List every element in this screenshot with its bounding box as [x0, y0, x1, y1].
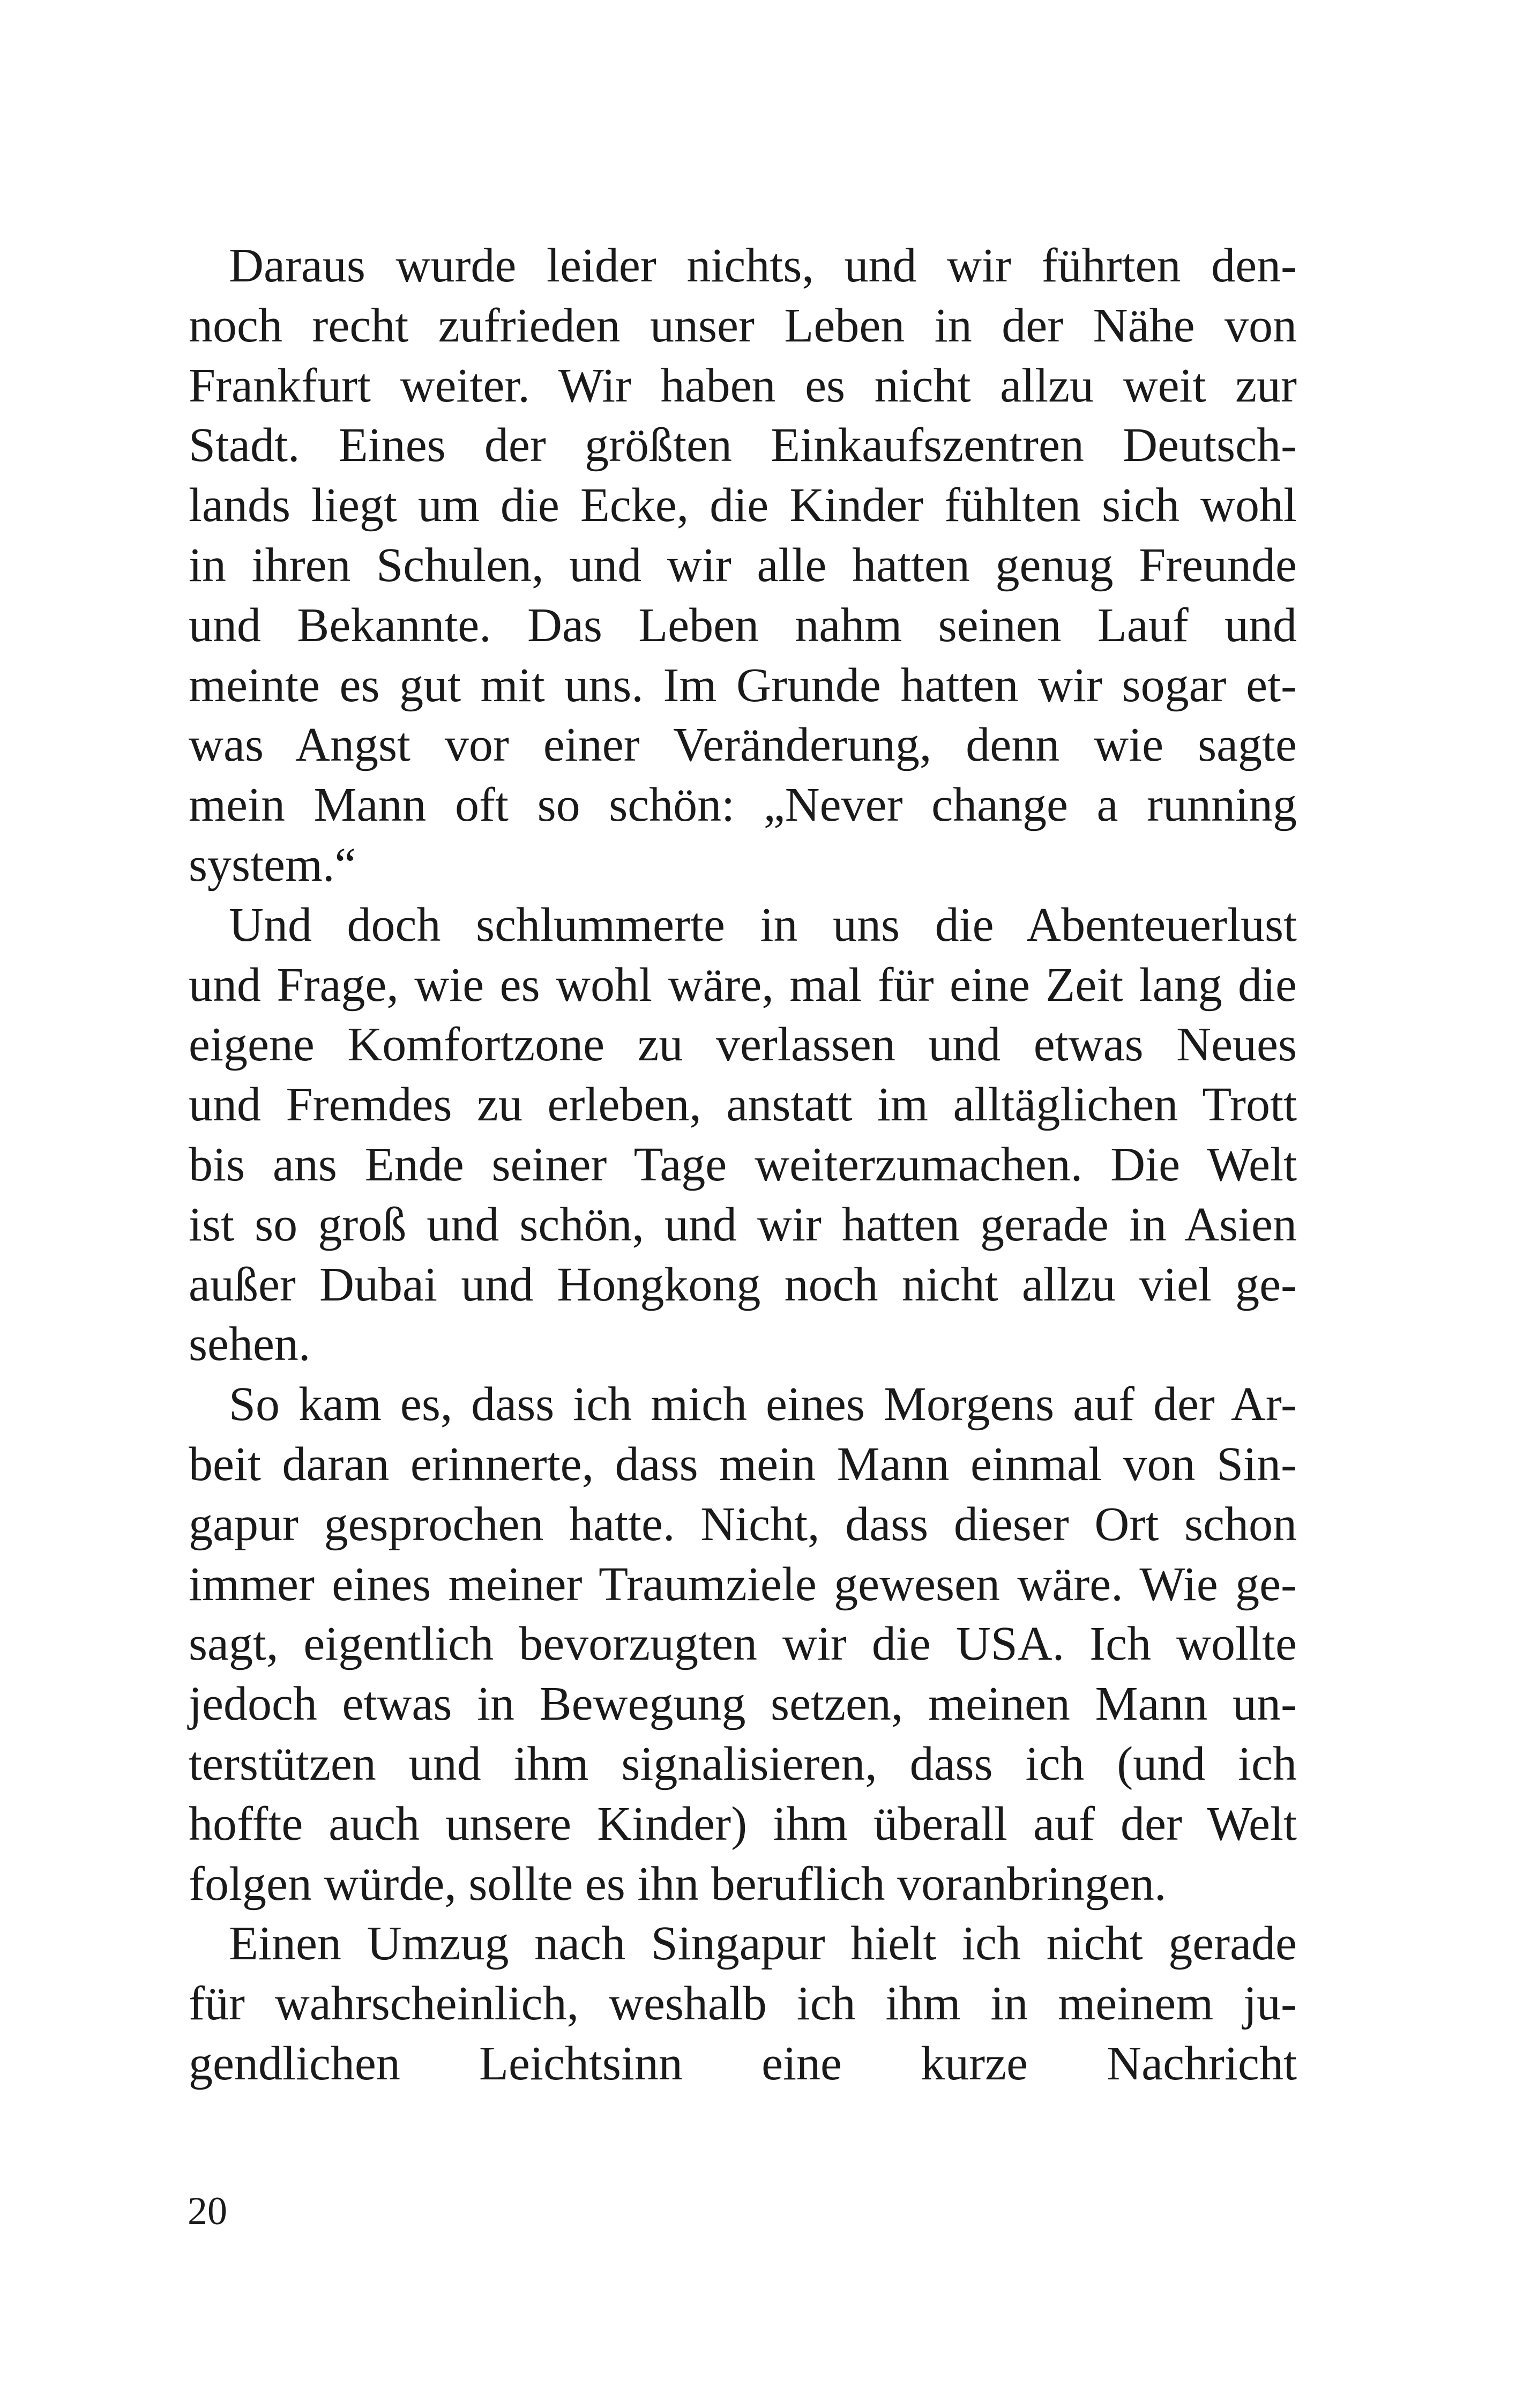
text-line: ist so groß und schön, und wir hatten gerade in Asien	[189, 1198, 1297, 1251]
text-line: meinte es gut mit uns. Im Grunde hatten wir sogar et-	[189, 658, 1297, 712]
text-line: Stadt. Eines der größten Einkaufszentren Deutsch-	[189, 419, 1297, 472]
text-line: jedoch etwas in Bewegung setzen, meinen Mann un-	[189, 1677, 1297, 1731]
text-line: So kam es, dass ich mich eines Morgens auf der Ar-	[229, 1378, 1297, 1431]
text-line: außer Dubai und Hongkong noch nicht allzu viel ge-	[189, 1258, 1297, 1311]
text-line: was Angst vor einer Veränderung, denn wie sagte	[189, 718, 1297, 772]
text-line: immer eines meiner Traumziele gewesen wäre. Wie ge-	[189, 1557, 1297, 1611]
text-line: system.“	[189, 838, 356, 891]
text-line: sehen.	[189, 1318, 311, 1371]
text-line: lands liegt um die Ecke, die Kinder fühlten sich wohl	[189, 479, 1297, 532]
page-number: 20	[188, 2189, 227, 2233]
text-line: sagt, eigentlich bevorzugten wir die USA. Ich wollte	[189, 1617, 1297, 1671]
text-line: für wahrscheinlich, weshalb ich ihm in meinem ju-	[189, 1977, 1297, 2031]
text-line: eigene Komfortzone zu verlassen und etwas Neues	[189, 1018, 1297, 1072]
text-line: Und doch schlummerte in uns die Abenteuerlust	[229, 898, 1297, 952]
text-line: gendlichen Leichtsinn eine kurze Nachricht	[189, 2037, 1297, 2090]
text-line: bis ans Ende seiner Tage weiterzumachen. Die Welt	[189, 1138, 1297, 1191]
body-text	[189, 236, 1297, 2094]
text-line: noch recht zufrieden unser Leben in der Nähe von	[189, 299, 1297, 352]
text-line: hoffte auch unsere Kinder) ihm überall auf der Welt	[189, 1797, 1297, 1850]
text-line: Frankfurt weiter. Wir haben es nicht allzu weit zur	[189, 359, 1297, 412]
text-line: Daraus wurde leider nichts, und wir führten den-	[229, 239, 1297, 292]
text-line: und Fremdes zu erleben, anstatt im alltäglichen Trott	[189, 1078, 1297, 1132]
text-line: gapur gesprochen hatte. Nicht, dass dieser Ort schon	[189, 1497, 1297, 1551]
text-line: und Frage, wie es wohl wäre, mal für eine Zeit lang die	[189, 958, 1297, 1012]
text-line: Einen Umzug nach Singapur hielt ich nicht gerade	[229, 1917, 1297, 1971]
text-line: folgen würde, sollte es ihn beruflich voranbringen.	[189, 1857, 1167, 1911]
text-line: und Bekannte. Das Leben nahm seinen Lauf und	[189, 598, 1297, 652]
text-line: mein Mann oft so schön: „Never change a running	[189, 778, 1297, 832]
text-line: terstützen und ihm signalisieren, dass ich (und ich	[189, 1737, 1297, 1790]
text-line: beit daran erinnerte, dass mein Mann einmal von Sin-	[189, 1437, 1297, 1491]
text-line: in ihren Schulen, und wir alle hatten genug Freunde	[189, 538, 1297, 592]
